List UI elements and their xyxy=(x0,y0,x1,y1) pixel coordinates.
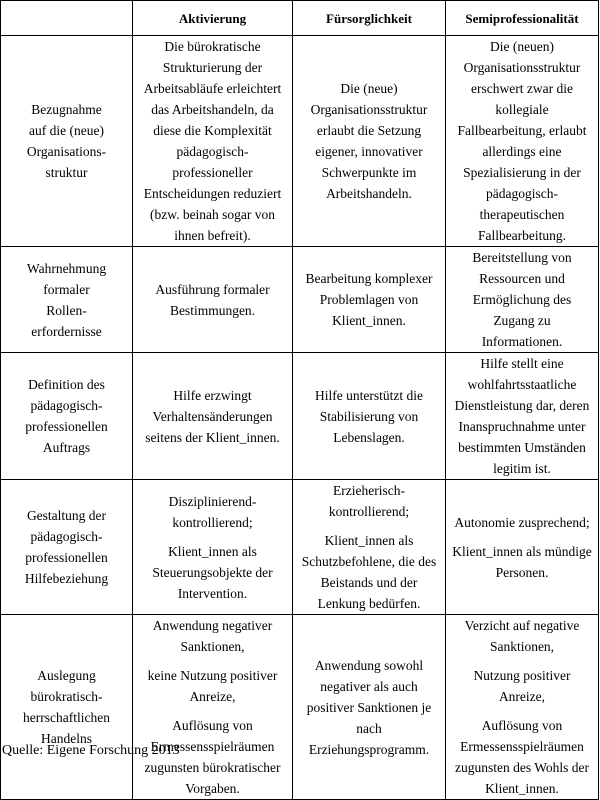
header-empty xyxy=(1,1,133,36)
row-label-line: auf die (neue) xyxy=(29,123,104,138)
row-label-line: erfordernisse xyxy=(31,323,102,339)
table-cell xyxy=(133,36,293,247)
row-label-line: Auslegung xyxy=(37,668,96,683)
row-label-line: formaler xyxy=(43,281,90,297)
row-label-line: professionellen xyxy=(25,419,108,434)
row-label-line: Handelns xyxy=(41,731,92,746)
row-label-line: Gestaltung der xyxy=(26,508,107,523)
row-label-line: Organisations- xyxy=(26,144,107,159)
cell-text: Klient_innen als Steuerungsobjekte der Intervention. xyxy=(152,543,273,601)
cell-text: Hilfe unterstützt die Stabilisierung von Lebenslagen. xyxy=(315,387,423,445)
row-label-line: Hilfebeziehung xyxy=(24,571,109,586)
cell-text: Die bürokratische Strukturierung der Arbeitsabläufe erleichtert das Arbeitshandeln, da diese die Komplexität pädagogisch-professioneller Entscheidungen reduziert (bzw. beinah sogar von ihnen befreit). xyxy=(143,39,282,243)
cell-text: Ausführung formaler Bestimmungen. xyxy=(155,281,270,318)
table-cell xyxy=(293,615,446,800)
row-label-line: Auftrags xyxy=(42,440,91,455)
cell-text: Anwendung negativer Sanktionen, xyxy=(152,618,273,654)
row-label-line: struktur xyxy=(45,165,88,180)
row-label xyxy=(1,36,133,247)
cell-text: Die (neuen) Organisationsstruktur erschwert zwar die kollegiale Fallbearbeitung, erlaubt allerdings eine Spezialisierung in der pädagogisch-therapeutischen Fallbearbeitung. xyxy=(457,39,587,243)
cell-text: Die (neue) Organisationsstruktur erlaubt die Setzung eigener, innovativer Schwerpunkte im Arbeitshandeln. xyxy=(310,81,428,201)
cell-text: Klient_innen als mündige Personen. xyxy=(452,543,592,580)
row-label-line: professionellen xyxy=(25,550,108,565)
row-label-line: Definition des xyxy=(28,377,105,392)
cell-text: Hilfe erzwingt Verhaltensänderungen seitens der Klient_innen. xyxy=(145,387,280,445)
header-semiprofessionalitaet: Semiprofessionalität xyxy=(446,1,599,36)
cell-text: Verzicht auf negative Sanktionen, xyxy=(464,618,580,654)
cell-text: Nutzung positiver Anreize, xyxy=(473,668,571,704)
table-cell xyxy=(446,353,599,480)
cell-text: Klient_innen als Schutzbefohlene, die des Beistands und der Lenkung bedürfen. xyxy=(301,533,437,611)
row-label-line: Bezugnahme xyxy=(31,102,102,117)
source-caption: Quelle: Eigene Forschung 2013 xyxy=(2,743,180,758)
table-cell xyxy=(133,615,293,800)
table-cell xyxy=(293,353,446,480)
row-label xyxy=(1,615,133,800)
table-row xyxy=(1,353,599,480)
table-cell xyxy=(133,480,293,615)
table-cell xyxy=(293,480,446,615)
cell-text: Erzieherisch-kontrollierend; xyxy=(328,483,410,519)
row-label-line: herrschaftlichen xyxy=(23,710,110,725)
row-label-line: pädagogisch- xyxy=(30,398,103,413)
cell-text: keine Nutzung positiver Anreize, xyxy=(147,668,278,704)
cell-text: Auflösung von Ermessensspielräumen zugunsten bürokratischer Vorgaben. xyxy=(144,718,281,796)
table-cell xyxy=(446,36,599,247)
row-label-line: bürokratisch- xyxy=(30,689,103,704)
row-label xyxy=(1,480,133,615)
cell-text: Bereitstellung von Ressourcen und Ermöglichung des Zugang zu Informationen. xyxy=(472,250,572,349)
cell-text: Bearbeitung komplexer Problemlagen von Klient_innen. xyxy=(305,271,433,328)
cell-text: Anwendung sowohl negativer als auch positiver Sanktionen je nach Erziehungsprogramm. xyxy=(306,657,432,757)
cell-text: Hilfe stellt eine wohlfahrtsstaatliche Dienstleistung dar, deren Inanspruchnahme unter bestimmten Umständen legitim ist. xyxy=(454,356,590,476)
table-row xyxy=(1,247,599,353)
cell-text: Disziplinierend-kontrollierend; xyxy=(168,493,257,530)
row-label-line: pädagogisch- xyxy=(30,529,103,544)
cell-text: Autonomie zusprechend; xyxy=(454,514,590,530)
table-row xyxy=(1,480,599,615)
table-cell xyxy=(293,36,446,247)
table-cell xyxy=(133,353,293,480)
row-label-line: Wahrnehmung xyxy=(26,260,107,276)
row-label xyxy=(1,353,133,480)
table-row xyxy=(1,615,599,800)
row-label-line: Rollen- xyxy=(46,302,87,318)
header-aktivierung: Aktivierung xyxy=(133,1,293,36)
cell-text: Auflösung von Ermessensspielräumen zugunsten des Wohls der Klient_innen. xyxy=(454,718,590,796)
table-cell xyxy=(446,247,599,353)
table-cell xyxy=(133,247,293,353)
row-label xyxy=(1,247,133,353)
table-cell xyxy=(446,480,599,615)
header-row xyxy=(1,1,599,36)
header-fuersorglichkeit: Fürsorglichkeit xyxy=(293,1,446,36)
table-cell xyxy=(293,247,446,353)
table-row xyxy=(1,36,599,247)
table-cell xyxy=(446,615,599,800)
